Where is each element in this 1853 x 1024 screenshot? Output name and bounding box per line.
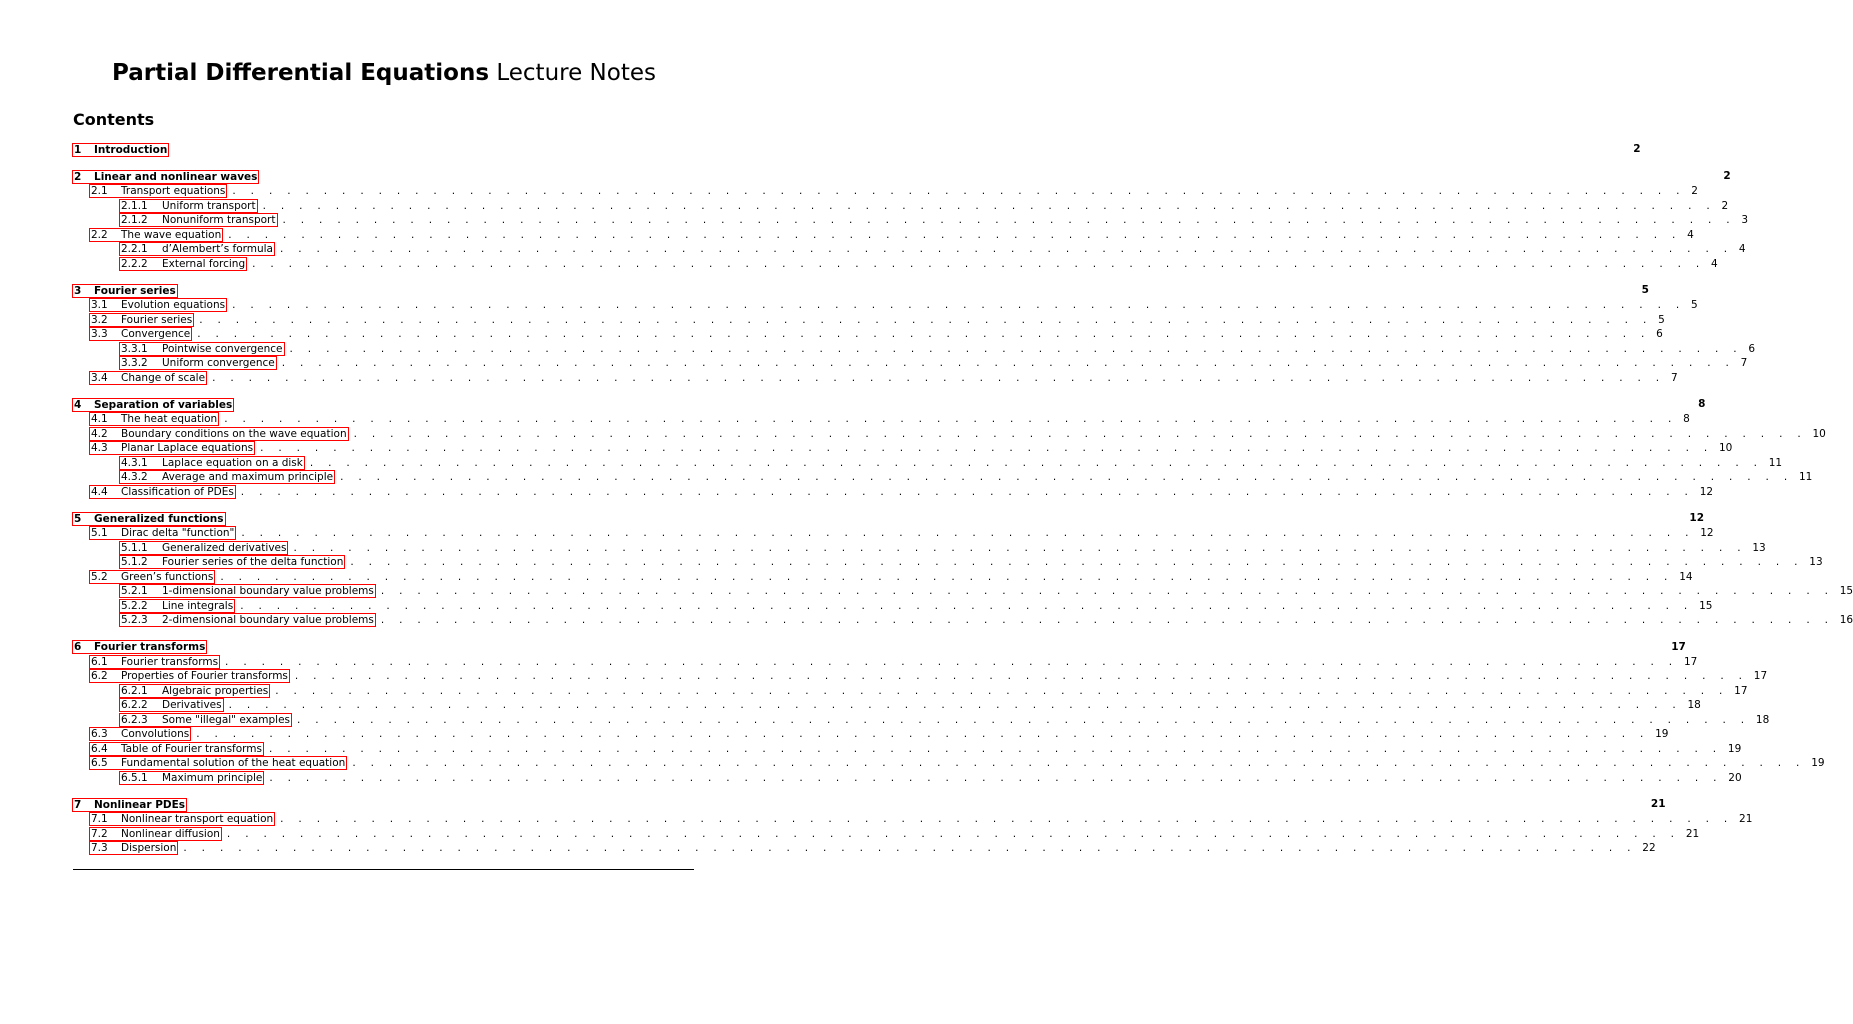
toc-link[interactable] bbox=[120, 357, 276, 369]
toc-title: d’Alembert’s formula bbox=[162, 243, 273, 256]
toc-title: Maximum principle bbox=[162, 771, 263, 784]
toc-page-number: 21 bbox=[1739, 813, 1753, 825]
toc-row bbox=[73, 599, 1713, 614]
toc-page-number: 2 bbox=[1721, 199, 1729, 212]
toc-page-number: 6 bbox=[1656, 328, 1663, 340]
toc-title: The heat equation bbox=[121, 413, 218, 426]
toc-row bbox=[73, 298, 1698, 313]
toc-link[interactable] bbox=[73, 513, 225, 525]
toc-title: External forcing bbox=[162, 257, 246, 270]
toc-link[interactable] bbox=[120, 214, 277, 226]
dot-leader: . . . . . . . . . . . . . . . . . . . . . . . . . . . . . . . . . . . . . . . . . . . . . . . . . . . . . . . . . . . . . . . . . . . . . . . . . . . . . . . . bbox=[228, 699, 1682, 712]
toc-number: 6 bbox=[74, 641, 82, 653]
toc-link[interactable] bbox=[120, 556, 344, 568]
dot-leader: . . . . . . . . . . . . . . . . . . . . . . . . . . . . . . . . . . . . . . . . . . . . . . . . . . . . . . . . . . . . . . . . . . . . . . . . . . . . . . . . bbox=[197, 328, 1651, 341]
toc-number: 5.1.2 bbox=[121, 556, 148, 569]
toc-number: 1 bbox=[74, 143, 82, 156]
toc-title: Planar Laplace equations bbox=[121, 442, 254, 455]
toc-row bbox=[73, 485, 1714, 500]
toc-row bbox=[73, 669, 1768, 684]
toc-page-number: 15 bbox=[1699, 599, 1713, 612]
dot-leader: . . . . . . . . . . . . . . . . . . . . . . . . . . . . . . . . . . . . . . . . . . . . . . . . . . . . . . . . . . . . . . . . . . . . . . . . . . . . . . . . bbox=[212, 371, 1665, 384]
dot-leader: . . . . . . . . . . . . . . . . . . . . . . . . . . . . . . . . . . . . . . . . . . . . . . . . . . . . . . . . . . . . . . . . . . . . . . . . . . . . . . . . bbox=[279, 243, 1733, 256]
toc-number: 3.3.1 bbox=[121, 342, 148, 355]
toc-number: 4.4 bbox=[91, 485, 108, 498]
toc-page-number: 17 bbox=[1683, 655, 1698, 668]
toc-row bbox=[73, 584, 1853, 599]
toc-row bbox=[73, 555, 1823, 570]
toc-page-number: 12 bbox=[1700, 527, 1714, 539]
toc-title: Dispersion bbox=[121, 842, 177, 855]
toc-link[interactable] bbox=[120, 600, 234, 612]
toc-row bbox=[73, 655, 1698, 670]
toc-number: 3.4 bbox=[91, 371, 108, 384]
toc-link[interactable] bbox=[73, 144, 168, 156]
toc-title: Fundamental solution of the heat equation bbox=[121, 757, 346, 770]
toc-page-number: 21 bbox=[1650, 798, 1666, 811]
toc-title: Uniform convergence bbox=[162, 357, 275, 370]
toc-title: Some "illegal" examples bbox=[162, 713, 291, 726]
toc-row bbox=[73, 456, 1783, 471]
toc-page-number: 4 bbox=[1687, 228, 1694, 241]
toc-link[interactable] bbox=[90, 743, 263, 755]
dot-leader: . . . . . . . . . . . . . . . . . . . . . . . . . . . . . . . . . . . . . . . . . . . . . . . . . . . . . . . . . . . . . . . . . . . . . . . . . . . . . . . . bbox=[282, 214, 1736, 227]
toc-title: Pointwise convergence bbox=[162, 342, 283, 355]
toc-number: 3 bbox=[74, 284, 82, 297]
dot-leader: . . . . . . . . . . . . . . . . . . . . . . . . . . . . . . . . . . . . . . . . . . . . . . . . . . . . . . . . . . . . . . . . . . . . . . . . . . . . . . . . bbox=[199, 313, 1653, 326]
toc-link[interactable] bbox=[90, 842, 177, 854]
toc-page-number: 5 bbox=[1690, 299, 1698, 311]
toc-title: Nonlinear diffusion bbox=[121, 827, 220, 840]
toc-link[interactable] bbox=[120, 343, 284, 355]
toc-number: 7.3 bbox=[91, 842, 108, 855]
toc-row bbox=[73, 228, 1694, 243]
toc-number: 2 bbox=[74, 170, 82, 183]
toc-row bbox=[73, 199, 1729, 214]
dot-leader: . . . . . . . . . . . . . . . . . . . . . . . . . . . . . . . . . . . . . . . . . . . . . . . . . . . . . . . . . . . . . . . . . . . . . . . . . . . . . . . . bbox=[309, 456, 1763, 469]
toc-number: 5.2.1 bbox=[121, 585, 148, 598]
toc-page-number: 12 bbox=[1689, 512, 1705, 525]
toc-number: 4.3 bbox=[91, 442, 108, 455]
toc-page-number: 7 bbox=[1740, 357, 1748, 369]
toc-number: 4.3.1 bbox=[121, 456, 148, 469]
toc-number: 2.2.2 bbox=[121, 257, 148, 270]
toc-link[interactable] bbox=[73, 641, 206, 653]
toc-title: Dirac delta "function" bbox=[121, 527, 235, 540]
toc-title: Convolutions bbox=[121, 728, 190, 741]
dot-leader: . . . . . . . . . . . . . . . . . . . . . . . . . . . . . . . . . . . . . . . . . . . . . . . . . . . . . . . . . . . . . . . . . . . . . . . . . . . . . . . . bbox=[281, 357, 1735, 370]
toc-title: Nonlinear transport equation bbox=[121, 813, 274, 826]
dot-leader: . . . . . . . . . . . . . . . . . . . . . . . . . . . . . . . . . . . . . . . . . . . . . . . . . . . . . . . . . . . . . . . . . . . . . . . . . . . . . . . . bbox=[280, 813, 1734, 826]
toc-link[interactable] bbox=[120, 614, 375, 626]
toc-link[interactable] bbox=[120, 243, 274, 255]
toc-page-number: 17 bbox=[1671, 640, 1686, 653]
toc-link[interactable] bbox=[90, 372, 206, 384]
toc-page-number: 16 bbox=[1839, 614, 1853, 626]
toc-title: Properties of Fourier transforms bbox=[121, 670, 288, 683]
toc-row bbox=[73, 713, 1770, 728]
toc-page-number: 10 bbox=[1812, 427, 1826, 440]
toc-page-number: 8 bbox=[1683, 413, 1690, 425]
toc-title: Convergence bbox=[121, 328, 191, 341]
toc-link[interactable] bbox=[120, 585, 375, 597]
toc-number: 5.2.2 bbox=[121, 599, 148, 612]
toc-link[interactable] bbox=[73, 285, 177, 297]
toc-number: 3.3.2 bbox=[121, 357, 148, 370]
toc-number: 7.2 bbox=[91, 827, 108, 840]
dot-leader: . . . . . . . . . . . . . . . . . . . . . . . . . . . . . . . . . . . . . . . . . . . . . . . . . . . . . . . . . . . . . . . . . . . . . . . . . . . . . . . . bbox=[240, 599, 1694, 612]
toc-title: Classification of PDEs bbox=[121, 485, 234, 498]
toc-title: Boundary conditions on the wave equation bbox=[121, 427, 347, 440]
toc-link[interactable] bbox=[120, 772, 263, 784]
toc-page-number: 19 bbox=[1727, 742, 1742, 755]
toc-row bbox=[73, 184, 1698, 199]
toc-number: 2.2 bbox=[91, 228, 108, 241]
toc-page-number: 4 bbox=[1711, 257, 1718, 270]
toc-number: 2.1 bbox=[91, 185, 108, 198]
toc-link[interactable] bbox=[120, 685, 269, 697]
dot-leader: . . . . . . . . . . . . . . . . . . . . . . . . . . . . . . . . . . . . . . . . . . . . . . . . . . . . . . . . . . . . . . . . . . . . . . . . . . . . . . . . bbox=[262, 199, 1716, 212]
toc-page-number: 13 bbox=[1809, 556, 1823, 568]
page-title bbox=[0, 60, 768, 86]
toc-link[interactable] bbox=[90, 813, 274, 825]
toc-page-number: 2 bbox=[1723, 170, 1731, 183]
toc-number: 6.1 bbox=[91, 655, 108, 668]
toc-title: Nonuniform transport bbox=[162, 214, 276, 227]
toc-page-number: 15 bbox=[1839, 585, 1853, 597]
toc-title: Average and maximum principle bbox=[162, 471, 334, 484]
dot-leader: . . . . . . . . . . . . . . . . . . . . . . . . . . . . . . . . . . . . . . . . . . . . . . . . . . . . . . . . . . . . . . . . . . . . . . . . . . . . . . . . bbox=[252, 257, 1706, 270]
toc-page-number: 12 bbox=[1699, 485, 1714, 498]
toc-link[interactable] bbox=[90, 728, 190, 740]
toc-row bbox=[73, 412, 1690, 427]
toc-row bbox=[73, 727, 1669, 742]
toc-title: 2-dimensional boundary value problems bbox=[162, 614, 374, 627]
toc-link[interactable] bbox=[90, 757, 346, 769]
toc-title: The wave equation bbox=[121, 228, 222, 241]
toc-link[interactable] bbox=[90, 328, 191, 340]
toc-link[interactable] bbox=[90, 828, 221, 840]
toc-title: Line integrals bbox=[162, 599, 234, 612]
toc-number: 4.1 bbox=[91, 413, 108, 426]
toc-page-number: 7 bbox=[1670, 371, 1678, 384]
toc-link[interactable] bbox=[90, 299, 226, 311]
dot-leader: . . . . . . . . . . . . . . . . . . . . . . . . . . . . . . . . . . . . . . . . . . . . . . . . . . . . . . . . . . . . . . . . . . . . . . . . . . . . . . . . bbox=[297, 713, 1750, 726]
toc-link[interactable] bbox=[90, 486, 235, 498]
toc-row bbox=[73, 698, 1701, 713]
toc-page-number: 3 bbox=[1741, 214, 1749, 226]
toc-number: 3.2 bbox=[91, 313, 108, 326]
dot-leader: . . . . . . . . . . . . . . . . . . . . . . . . . . . . . . . . . . . . . . . . . . . . . . . . . . . . . . . . . . . . . . . . . . . . . . . . . . . . . . . . bbox=[196, 728, 1650, 741]
toc-row bbox=[73, 213, 1749, 228]
toc-page-number: 11 bbox=[1798, 471, 1813, 483]
toc-number: 4 bbox=[74, 398, 82, 411]
toc-number: 2.1.2 bbox=[121, 214, 148, 227]
toc-page-number: 6 bbox=[1748, 342, 1756, 355]
toc-title: Change of scale bbox=[121, 371, 206, 384]
toc-link[interactable] bbox=[90, 442, 254, 454]
toc-number: 4.2 bbox=[91, 427, 108, 440]
toc-title: Introduction bbox=[94, 143, 168, 156]
dot-leader: . . . . . . . . . . . . . . . . . . . . . . . . . . . . . . . . . . . . . . . . . . . . . . . . . . . . . . . . . . . . . . . . . . . . . . . . . . . . . . . . bbox=[352, 757, 1806, 770]
toc-row bbox=[73, 342, 1756, 357]
toc-link[interactable] bbox=[90, 314, 193, 326]
toc-page-number: 21 bbox=[1685, 827, 1700, 840]
toc-link[interactable] bbox=[90, 527, 235, 539]
toc-page-number: 10 bbox=[1719, 442, 1733, 454]
dot-leader: . . . . . . . . . . . . . . . . . . . . . . . . . . . . . . . . . . . . . . . . . . . . . . . . . . . . . . . . . . . . . . . . . . . . . . . . . . . . . . . . bbox=[225, 655, 1678, 668]
dot-leader: . . . . . . . . . . . . . . . . . . . . . . . . . . . . . . . . . . . . . . . . . . . . . . . . . . . . . . . . . . . . . . . . . . . . . . . . . . . . . . . . bbox=[380, 614, 1834, 627]
toc-row bbox=[73, 771, 1742, 786]
toc-page-number: 13 bbox=[1752, 541, 1766, 554]
toc-row bbox=[73, 427, 1826, 442]
table-of-contents bbox=[73, 142, 1853, 856]
horizontal-rule bbox=[73, 869, 694, 870]
dot-leader: . . . . . . . . . . . . . . . . . . . . . . . . . . . . . . . . . . . . . . . . . . . . . . . . . . . . . . . . . . . . . . . . . . . . . . . . . . . . . . . . bbox=[380, 585, 1834, 598]
toc-page-number: 20 bbox=[1728, 771, 1742, 784]
toc-row bbox=[73, 242, 1746, 257]
toc-page-number: 19 bbox=[1655, 728, 1669, 740]
title-subtitle: Lecture Notes bbox=[496, 60, 656, 86]
toc-link[interactable] bbox=[90, 670, 289, 682]
toc-row bbox=[73, 169, 1731, 184]
dot-leader: . . . . . . . . . . . . . . . . . . . . . . . . . . . . . . . . . . . . . . . . . . . . . . . . . . . . . . . . . . . . . . . . . . . . . . . . . . . . . . . . bbox=[353, 427, 1807, 440]
dot-leader: . . . . . . . . . . . . . . . . . . . . . . . . . . . . . . . . . . . . . . . . . . . . . . . . . . . . . . . . . . . . . . . . . . . . . . . . . . . . . . . . bbox=[232, 185, 1686, 198]
toc-row bbox=[73, 541, 1766, 556]
toc-title: Algebraic properties bbox=[162, 684, 269, 697]
toc-link[interactable] bbox=[90, 571, 214, 583]
toc-title: Generalized functions bbox=[94, 512, 224, 525]
toc-number: 5 bbox=[74, 512, 82, 525]
toc-row bbox=[73, 797, 1666, 812]
toc-number: 6.5 bbox=[91, 757, 108, 770]
toc-link[interactable] bbox=[120, 714, 291, 726]
toc-page-number: 17 bbox=[1734, 684, 1748, 697]
toc-link[interactable] bbox=[90, 656, 219, 668]
toc-number: 3.3 bbox=[91, 328, 108, 341]
toc-row bbox=[73, 841, 1656, 856]
dot-leader: . . . . . . . . . . . . . . . . . . . . . . . . . . . . . . . . . . . . . . . . . . . . . . . . . . . . . . . . . . . . . . . . . . . . . . . . . . . . . . . . bbox=[232, 299, 1685, 312]
toc-number: 3.1 bbox=[91, 299, 108, 312]
toc-number: 7.1 bbox=[91, 813, 108, 826]
toc-title: Fourier transforms bbox=[121, 655, 219, 668]
dot-leader: . . . . . . . . . . . . . . . . . . . . . . . . . . . . . . . . . . . . . . . . . . . . . . . . . . . . . . . . . . . . . . . . . . . . . . . . . . . . . . . . bbox=[260, 442, 1713, 455]
toc-title: Fourier transforms bbox=[94, 641, 206, 653]
toc-page-number: 17 bbox=[1753, 670, 1768, 682]
dot-leader: . . . . . . . . . . . . . . . . . . . . . . . . . . . . . . . . . . . . . . . . . . . . . . . . . . . . . . . . . . . . . . . . . . . . . . . . . . . . . . . . bbox=[228, 228, 1682, 241]
toc-number: 6.4 bbox=[91, 742, 108, 755]
toc-row bbox=[73, 470, 1813, 485]
toc-number: 6.2.3 bbox=[121, 713, 148, 726]
toc-title: Fourier series of the delta function bbox=[162, 556, 344, 569]
toc-title: 1-dimensional boundary value problems bbox=[162, 585, 374, 598]
toc-number: 6.2 bbox=[91, 670, 108, 683]
toc-page-number: 11 bbox=[1768, 456, 1783, 469]
toc-row bbox=[73, 511, 1705, 526]
toc-title: Derivatives bbox=[162, 699, 222, 712]
toc-title: Nonlinear PDEs bbox=[94, 798, 186, 811]
contents-heading: Contents bbox=[73, 110, 155, 129]
toc-link[interactable] bbox=[73, 799, 186, 811]
dot-leader: . . . . . . . . . . . . . . . . . . . . . . . . . . . . . . . . . . . . . . . . . . . . . . . . . . . . . . . . . . . . . . . . . . . . . . . . . . . . . . . . bbox=[289, 342, 1743, 355]
toc-link[interactable] bbox=[73, 399, 233, 411]
toc-title: Laplace equation on a disk bbox=[162, 456, 303, 469]
toc-number: 2.1.1 bbox=[121, 199, 148, 212]
toc-number: 6.2.1 bbox=[121, 684, 148, 697]
toc-page-number: 18 bbox=[1755, 713, 1770, 726]
toc-row bbox=[73, 613, 1853, 628]
dot-leader: . . . . . . . . . . . . . . . . . . . . . . . . . . . . . . . . . . . . . . . . . . . . . . . . . . . . . . . . . . . . . . . . . . . . . . . . . . . . . . . . bbox=[269, 771, 1723, 784]
dot-leader: . . . . . . . . . . . . . . . . . . . . . . . . . . . . . . . . . . . . . . . . . . . . . . . . . . . . . . . . . . . . . . . . . . . . . . . . . . . . . . . . bbox=[269, 742, 1722, 755]
toc-page-number: 2 bbox=[1691, 185, 1698, 197]
toc-row bbox=[73, 356, 1748, 371]
toc-number: 5.2 bbox=[91, 570, 108, 583]
toc-row bbox=[73, 684, 1748, 699]
toc-page-number: 14 bbox=[1679, 570, 1693, 583]
toc-row bbox=[73, 812, 1753, 827]
dot-leader: . . . . . . . . . . . . . . . . . . . . . . . . . . . . . . . . . . . . . . . . . . . . . . . . . . . . . . . . . . . . . . . . . . . . . . . . . . . . . . . . bbox=[241, 527, 1695, 540]
toc-row bbox=[73, 283, 1649, 298]
toc-number: 5.2.3 bbox=[121, 614, 148, 627]
dot-leader: . . . . . . . . . . . . . . . . . . . . . . . . . . . . . . . . . . . . . . . . . . . . . . . . . . . . . . . . . . . . . . . . . . . . . . . . . . . . . . . . bbox=[240, 485, 1694, 498]
toc-row bbox=[73, 526, 1714, 541]
toc-link[interactable] bbox=[90, 229, 222, 241]
toc-number: 6.2.2 bbox=[121, 699, 148, 712]
toc-page-number: 8 bbox=[1698, 398, 1706, 411]
toc-row bbox=[73, 257, 1718, 272]
title-main: Partial Differential Equations bbox=[112, 60, 490, 86]
toc-link[interactable] bbox=[90, 185, 226, 197]
dot-leader: . . . . . . . . . . . . . . . . . . . . . . . . . . . . . . . . . . . . . . . . . . . . . . . . . . . . . . . . . . . . . . . . . . . . . . . . . . . . . . . . bbox=[340, 471, 1793, 484]
toc-number: 5.1.1 bbox=[121, 541, 148, 554]
dot-leader: . . . . . . . . . . . . . . . . . . . . . . . . . . . . . . . . . . . . . . . . . . . . . . . . . . . . . . . . . . . . . . . . . . . . . . . . . . . . . . . . bbox=[294, 670, 1748, 683]
toc-row bbox=[73, 756, 1825, 771]
toc-link[interactable] bbox=[90, 413, 218, 425]
toc-row bbox=[73, 742, 1742, 757]
toc-page-number: 5 bbox=[1641, 284, 1649, 297]
dot-leader: . . . . . . . . . . . . . . . . . . . . . . . . . . . . . . . . . . . . . . . . . . . . . . . . . . . . . . . . . . . . . . . . . . . . . . . . . . . . . . . . bbox=[220, 570, 1674, 583]
dot-leader: . . . . . . . . . . . . . . . . . . . . . . . . . . . . . . . . . . . . . . . . . . . . . . . . . . . . . . . . . . . . . . . . . . . . . . . . . . . . . . . . bbox=[224, 413, 1678, 426]
toc-link[interactable] bbox=[90, 428, 348, 440]
toc-link[interactable] bbox=[73, 171, 258, 183]
toc-row bbox=[73, 827, 1700, 842]
toc-page-number: 4 bbox=[1738, 243, 1746, 255]
toc-title: Separation of variables bbox=[94, 398, 233, 411]
toc-row bbox=[73, 640, 1686, 655]
toc-page-number: 5 bbox=[1658, 313, 1665, 326]
toc-number: 7 bbox=[74, 798, 82, 811]
toc-number: 2.2.1 bbox=[121, 243, 148, 256]
toc-row bbox=[73, 327, 1663, 342]
toc-title: Table of Fourier transforms bbox=[121, 742, 262, 755]
toc-link[interactable] bbox=[120, 699, 223, 711]
toc-row bbox=[73, 570, 1693, 585]
toc-link[interactable] bbox=[120, 457, 304, 469]
dot-leader: . . . . . . . . . . . . . . . . . . . . . . . . . . . . . . . . . . . . . . . . . . . . . . . . . . . . . . . . . . . . . . . . . . . . . . . . . . . . . . . . bbox=[293, 541, 1747, 554]
dot-leader: . . . . . . . . . . . . . . . . . . . . . . . . . . . . . . . . . . . . . . . . . . . . . . . . . . . . . . . . . . . . . . . . . . . . . . . . . . . . . . . . bbox=[183, 842, 1637, 855]
dot-leader: . . . . . . . . . . . . . . . . . . . . . . . . . . . . . . . . . . . . . . . . . . . . . . . . . . . . . . . . . . . . . . . . . . . . . . . . . . . . . . . . bbox=[226, 827, 1680, 840]
toc-row bbox=[73, 142, 1641, 157]
toc-number: 6.5.1 bbox=[121, 771, 148, 784]
dot-leader: . . . . . . . . . . . . . . . . . . . . . . . . . . . . . . . . . . . . . . . . . . . . . . . . . . . . . . . . . . . . . . . . . . . . . . . . . . . . . . . . bbox=[350, 556, 1804, 569]
toc-row bbox=[73, 371, 1678, 386]
toc-link[interactable] bbox=[120, 471, 334, 483]
toc-page-number: 22 bbox=[1642, 842, 1656, 854]
dot-leader: . . . . . . . . . . . . . . . . . . . . . . . . . . . . . . . . . . . . . . . . . . . . . . . . . . . . . . . . . . . . . . . . . . . . . . . . . . . . . . . . bbox=[275, 684, 1729, 697]
toc-link[interactable] bbox=[120, 258, 246, 270]
toc-page-number: 2 bbox=[1633, 143, 1641, 156]
toc-number: 4.3.2 bbox=[121, 471, 148, 484]
toc-page-number: 19 bbox=[1811, 757, 1825, 769]
toc-title: Generalized derivatives bbox=[162, 541, 287, 554]
toc-link[interactable] bbox=[120, 200, 257, 212]
toc-title: Green’s functions bbox=[121, 570, 214, 583]
toc-row bbox=[73, 397, 1706, 412]
toc-title: Uniform transport bbox=[162, 199, 256, 212]
toc-link[interactable] bbox=[120, 542, 287, 554]
toc-page-number: 18 bbox=[1687, 699, 1701, 711]
toc-title: Fourier series bbox=[121, 313, 193, 326]
toc-row bbox=[73, 313, 1665, 328]
toc-title: Evolution equations bbox=[121, 299, 226, 312]
toc-title: Transport equations bbox=[121, 185, 226, 198]
toc-number: 6.3 bbox=[91, 728, 108, 741]
toc-number: 5.1 bbox=[91, 527, 108, 540]
toc-title: Fourier series bbox=[94, 284, 176, 297]
toc-title: Linear and nonlinear waves bbox=[94, 170, 258, 183]
toc-row bbox=[73, 441, 1733, 456]
